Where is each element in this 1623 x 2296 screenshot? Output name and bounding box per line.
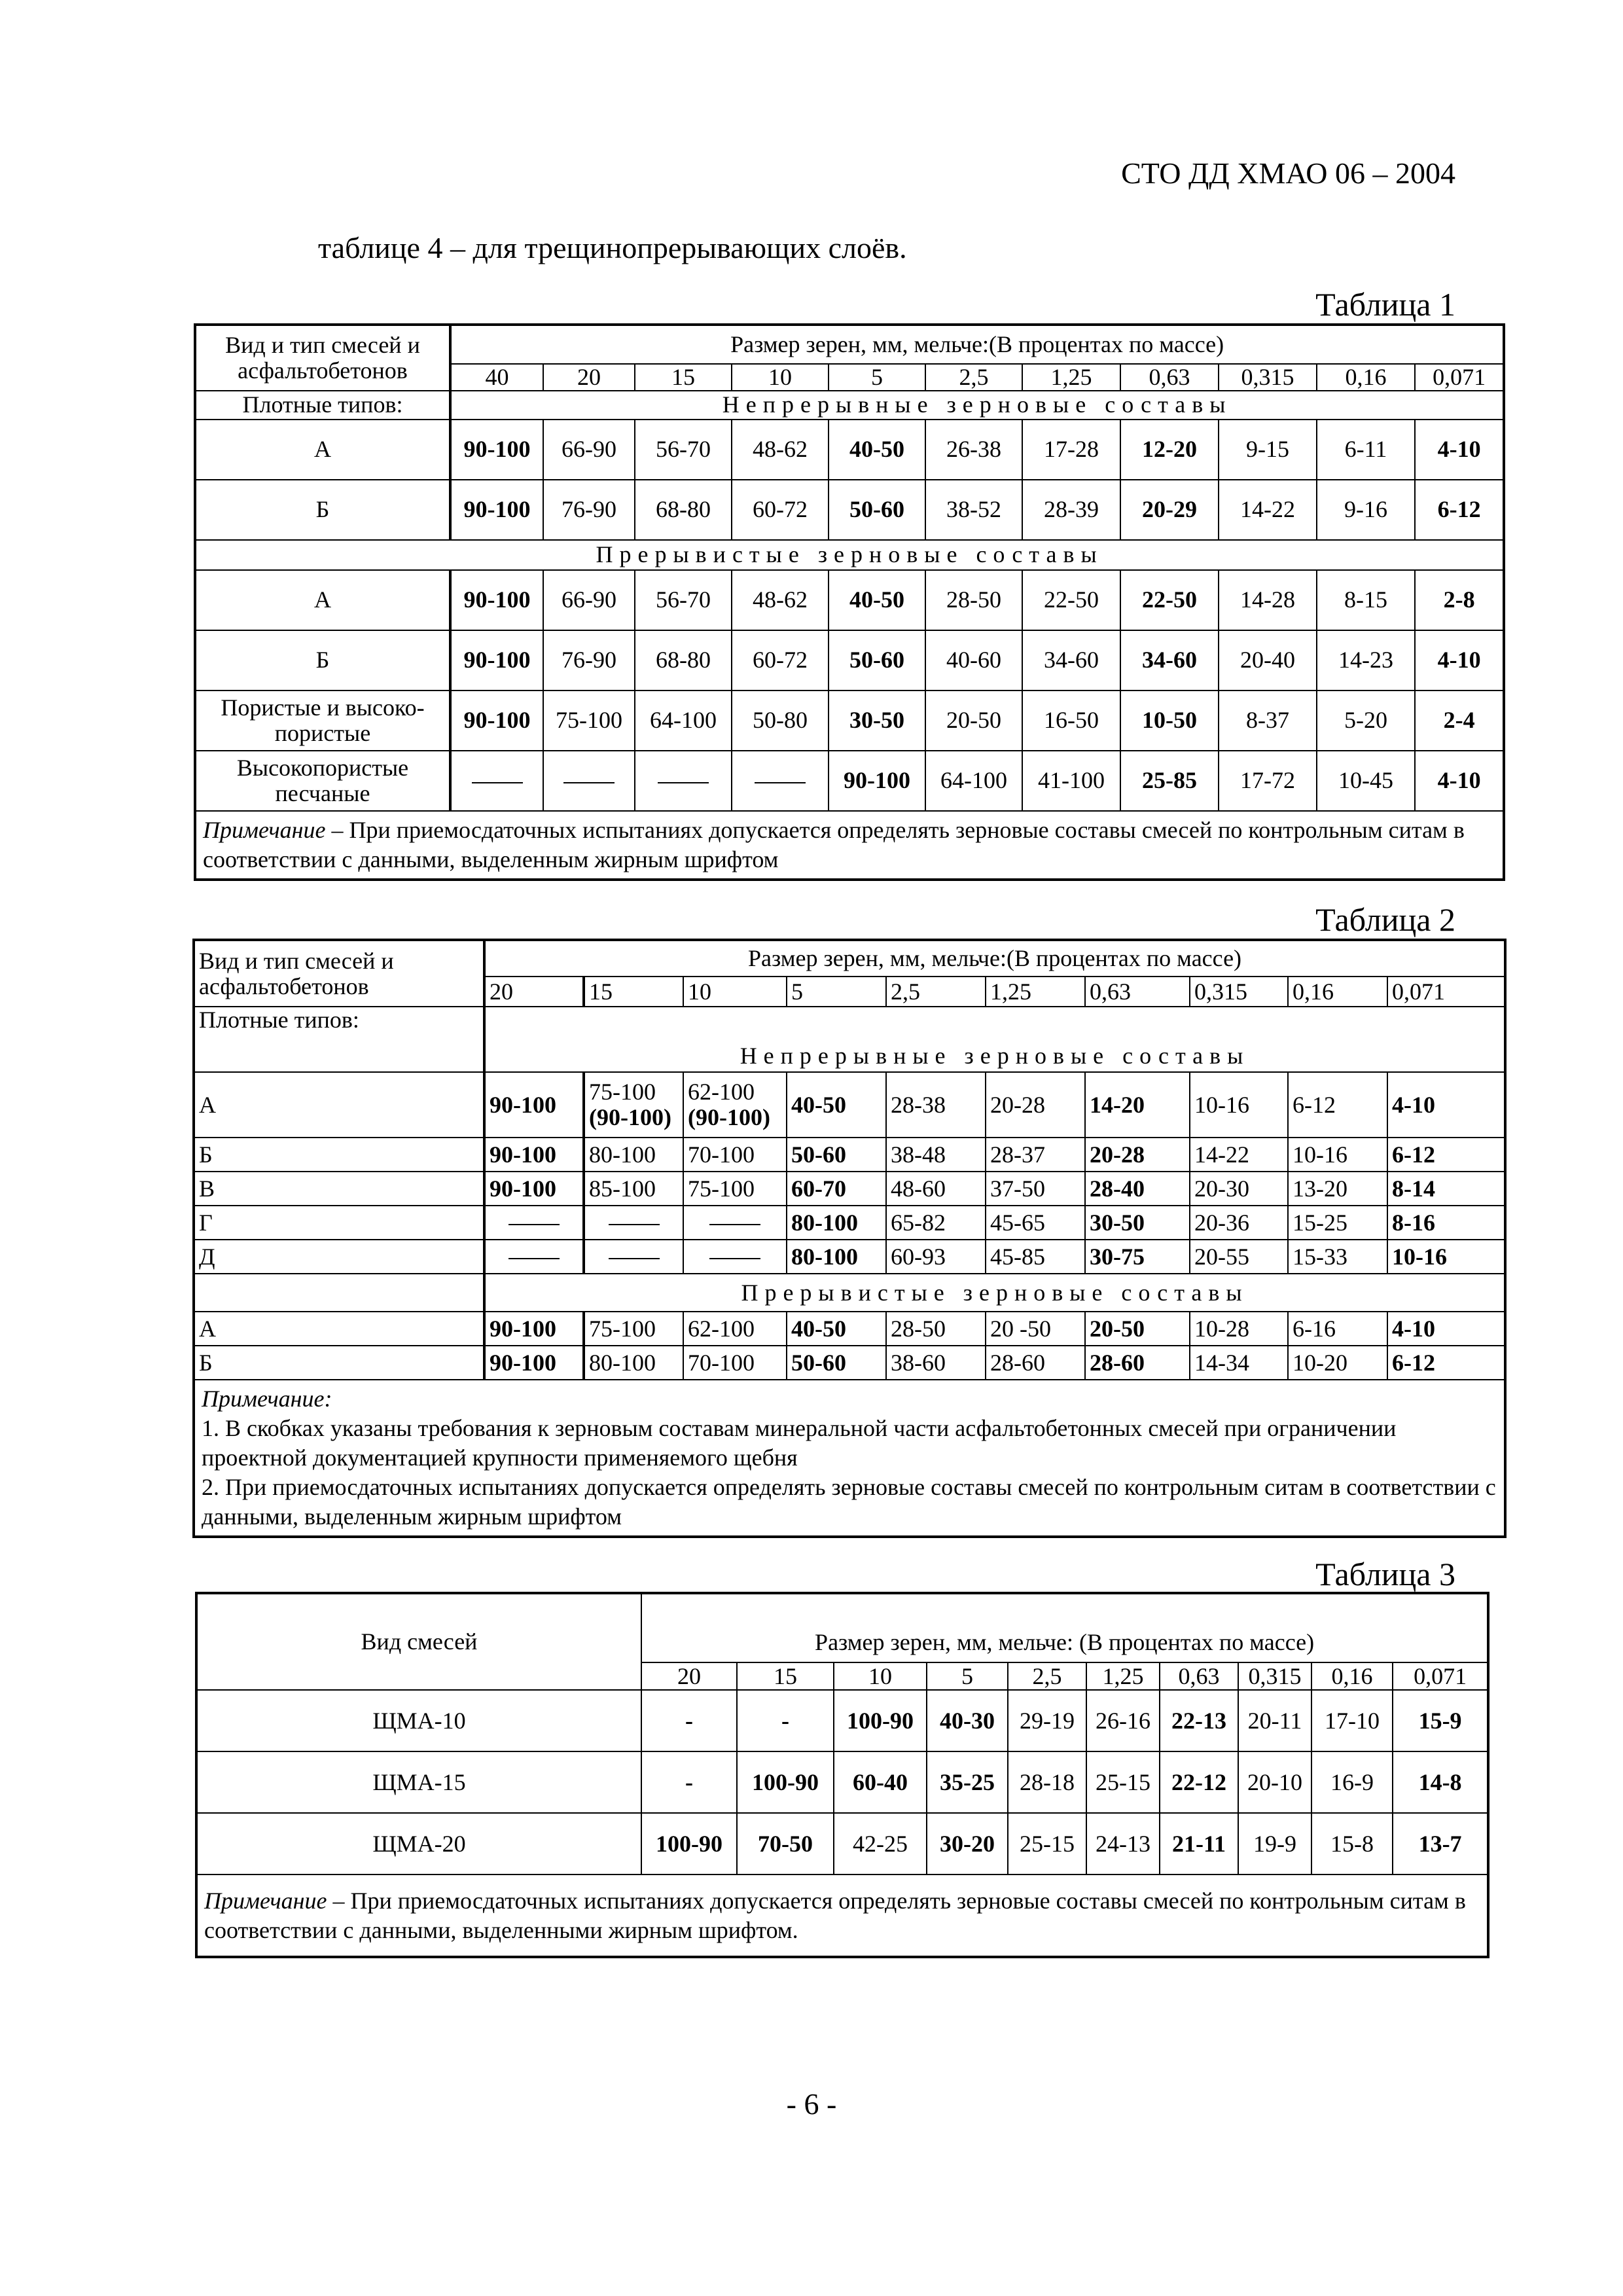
table-cell: 20-30 — [1190, 1172, 1288, 1206]
note-label: Примечание — [203, 816, 326, 843]
table-cell: 13-20 — [1288, 1172, 1387, 1206]
column-header-type: Вид смесей — [196, 1593, 641, 1690]
table-cell: 14-22 — [1190, 1138, 1288, 1172]
table-cell: 25-85 — [1120, 751, 1219, 811]
cell-value-bracket: (90-100) — [589, 1104, 671, 1130]
table-cell: 75-100 — [683, 1172, 787, 1206]
table-cell: 45-85 — [986, 1240, 1085, 1274]
table-cell: 12-20 — [1120, 420, 1219, 480]
group-title: Прерывистые зерновые составы — [195, 540, 1504, 570]
table-cell: 17-28 — [1022, 420, 1120, 480]
table-cell: 10-20 — [1288, 1346, 1387, 1380]
sieve-size: 2,5 — [925, 364, 1022, 391]
table-cell: 14-22 — [1219, 480, 1317, 540]
table-cell — [484, 1240, 584, 1274]
page-number: - 6 - — [786, 2087, 837, 2121]
table-cell: 60-72 — [732, 480, 829, 540]
dash-mark — [472, 782, 523, 783]
sieve-size: 0,63 — [1160, 1662, 1238, 1690]
sieve-size: 1,25 — [1086, 1662, 1160, 1690]
row-name: ЩМА-20 — [196, 1813, 641, 1874]
table-cell: 40-50 — [787, 1072, 886, 1138]
intro-text: таблице 4 – для трещинопрерывающих слоёв. — [318, 231, 907, 264]
table-cell: 8-16 — [1387, 1206, 1505, 1240]
note-text: – При приемосдаточных испытаниях допускается определять зерновые составы смесей по контрольным ситам в соответствии с данными, выделенными жирным шрифтом. — [204, 1887, 1466, 1943]
table-2 — [192, 939, 1507, 1538]
table-1 — [194, 323, 1505, 881]
table-cell: 40-50 — [787, 1312, 886, 1346]
table-cell: 42-25 — [834, 1813, 927, 1874]
sieve-size: 0,16 — [1317, 364, 1415, 391]
table-cell: 30-75 — [1085, 1240, 1190, 1274]
table-cell: 45-65 — [986, 1206, 1085, 1240]
dash-mark — [709, 1224, 760, 1225]
table-cell: 90-100 — [450, 630, 543, 691]
row-name: Б — [194, 1138, 484, 1172]
table-row — [195, 325, 1504, 364]
table-cell: 60-70 — [787, 1172, 886, 1206]
sieve-size: 0,16 — [1311, 1662, 1393, 1690]
sieve-size: 0,63 — [1120, 364, 1219, 391]
sieve-size: 2,5 — [886, 977, 986, 1007]
row-name: А — [194, 1312, 484, 1346]
cell-value-bracket: (90-100) — [688, 1104, 770, 1130]
table-row — [194, 1138, 1505, 1172]
table-cell: 70-100 — [683, 1346, 787, 1380]
table-cell: 15-9 — [1393, 1690, 1488, 1751]
group-label: Плотные типов: — [195, 391, 450, 420]
note-label: Примечание: — [202, 1386, 332, 1412]
table-cell: 4-10 — [1415, 420, 1504, 480]
table-cell: 76-90 — [543, 630, 635, 691]
sieve-size: 2,5 — [1008, 1662, 1086, 1690]
row-name: Б — [195, 630, 450, 691]
table-cell: 60-93 — [886, 1240, 986, 1274]
table-cell: 90-100 — [450, 570, 543, 630]
table-row — [196, 1751, 1488, 1813]
table-cell: 70-100 — [683, 1138, 787, 1172]
table-row — [194, 1172, 1505, 1206]
note-text-2: 2. При приемосдаточных испытаниях допускается определять зерновые составы смесей по контрольным ситам в соответствии с данными, выделенным жирным шрифтом — [202, 1474, 1496, 1530]
table-cell: 90-100 — [484, 1346, 584, 1380]
table-cell: 6-12 — [1415, 480, 1504, 540]
table-cell: 25-15 — [1086, 1751, 1160, 1813]
sieve-size: 0,63 — [1085, 977, 1190, 1007]
table-cell: 64-100 — [925, 751, 1022, 811]
table-cell: 20-28 — [986, 1072, 1085, 1138]
table-cell: 8-14 — [1387, 1172, 1505, 1206]
table-cell: 80-100 — [584, 1138, 683, 1172]
group-title: Непрерывные зерновые составы — [484, 1041, 1505, 1072]
column-header-size: Размер зерен, мм, мельче:(В процентах по массе) — [450, 325, 1504, 364]
table-cell: 22-50 — [1120, 570, 1219, 630]
table-note — [194, 1380, 1505, 1537]
table-cell: 9-16 — [1317, 480, 1415, 540]
table-cell: 90-100 — [484, 1138, 584, 1172]
table-cell: 34-60 — [1022, 630, 1120, 691]
table-note — [196, 1874, 1488, 1957]
table-cell: 4-10 — [1415, 630, 1504, 691]
sieve-size: 0,071 — [1393, 1662, 1488, 1690]
table-cell: 56-70 — [635, 570, 732, 630]
column-header-type: Вид и тип смесей и асфальтобетонов — [195, 325, 450, 391]
table-cell: 20-28 — [1085, 1138, 1190, 1172]
table-cell — [584, 1072, 683, 1138]
table-cell: 60-40 — [834, 1751, 927, 1813]
note-text: – При приемосдаточных испытаниях допускается определять зерновые составы смесей по контрольным ситам в соответствии с данными, выделенным жирным шрифтом — [203, 816, 1465, 872]
table-cell: 22-12 — [1160, 1751, 1238, 1813]
table-row — [195, 691, 1504, 751]
table-cell: 100-90 — [641, 1813, 737, 1874]
table-row — [194, 1240, 1505, 1274]
table-cell: 75-100 — [543, 691, 635, 751]
table-cell: 90-100 — [484, 1172, 584, 1206]
table-cell — [683, 1206, 787, 1240]
table-cell: 9-15 — [1219, 420, 1317, 480]
group-label: Плотные типов: — [194, 1007, 484, 1072]
table-cell: 50-60 — [829, 480, 925, 540]
table-cell: 4-10 — [1387, 1312, 1505, 1346]
table-cell: 40-50 — [829, 420, 925, 480]
table-cell: 28-60 — [1085, 1346, 1190, 1380]
table-cell: 90-100 — [829, 751, 925, 811]
column-header-size: Размер зерен, мм, мельче:(В процентах по массе) — [484, 940, 1505, 977]
table-cell: 50-80 — [732, 691, 829, 751]
sieve-size: 40 — [450, 364, 543, 391]
table-cell — [732, 751, 829, 811]
table-cell: 75-100 — [584, 1312, 683, 1346]
table-cell: 40-30 — [927, 1690, 1008, 1751]
column-header-type: Вид и тип смесей и асфальтобетонов — [194, 940, 484, 1007]
table-cell: 37-50 — [986, 1172, 1085, 1206]
sieve-size: 10 — [683, 977, 787, 1007]
table-cell: 68-80 — [635, 630, 732, 691]
table-cell: 2-4 — [1415, 691, 1504, 751]
table-cell: 90-100 — [450, 691, 543, 751]
table-row — [194, 1346, 1505, 1380]
table-cell: 26-16 — [1086, 1690, 1160, 1751]
row-name: ЩМА-15 — [196, 1751, 641, 1813]
table-cell: 10-16 — [1190, 1072, 1288, 1138]
table-cell: 40-50 — [829, 570, 925, 630]
table-cell: 6-16 — [1288, 1312, 1387, 1346]
sieve-size: 15 — [635, 364, 732, 391]
table-cell: 30-20 — [927, 1813, 1008, 1874]
sieve-size: 10 — [834, 1662, 927, 1690]
table-cell: 24-13 — [1086, 1813, 1160, 1874]
table-cell: 2-8 — [1415, 570, 1504, 630]
table-cell: 50-60 — [787, 1138, 886, 1172]
sieve-size: 5 — [787, 977, 886, 1007]
table-cell: 48-60 — [886, 1172, 986, 1206]
table-cell: 20-10 — [1238, 1751, 1311, 1813]
dash-mark — [609, 1258, 660, 1259]
table-row — [195, 570, 1504, 630]
table-cell: 100-90 — [834, 1690, 927, 1751]
table-cell: 22-50 — [1022, 570, 1120, 630]
cell-value: 62-100 — [688, 1079, 755, 1105]
column-header-size: Размер зерен, мм, мельче: (В процентах по массе) — [641, 1593, 1488, 1662]
table-cell — [543, 751, 635, 811]
sieve-size: 20 — [641, 1662, 737, 1690]
note-label: Примечание — [204, 1887, 327, 1914]
table-cell: 16-9 — [1311, 1751, 1393, 1813]
table-cell: 14-23 — [1317, 630, 1415, 691]
table-row — [195, 420, 1504, 480]
table-cell: 10-16 — [1288, 1138, 1387, 1172]
table-cell: 28-37 — [986, 1138, 1085, 1172]
table3-caption: Таблица 3 — [1315, 1556, 1455, 1592]
table-cell: 10-28 — [1190, 1312, 1288, 1346]
table-cell — [683, 1240, 787, 1274]
sieve-size: 20 — [484, 977, 584, 1007]
table-cell: 17-72 — [1219, 751, 1317, 811]
table-cell — [584, 1240, 683, 1274]
sieve-size: 0,315 — [1190, 977, 1288, 1007]
table-row — [194, 1206, 1505, 1240]
sieve-size: 0,315 — [1238, 1662, 1311, 1690]
table-cell: 76-90 — [543, 480, 635, 540]
table-cell: - — [641, 1690, 737, 1751]
table-cell: 14-34 — [1190, 1346, 1288, 1380]
row-name: А — [194, 1072, 484, 1138]
table-cell: 29-19 — [1008, 1690, 1086, 1751]
table-cell: 85-100 — [584, 1172, 683, 1206]
sieve-size: 0,071 — [1387, 977, 1505, 1007]
table-row — [194, 1274, 1505, 1312]
table-row — [194, 1007, 1505, 1041]
table-cell: 14-28 — [1219, 570, 1317, 630]
table-cell: 30-50 — [1085, 1206, 1190, 1240]
table-cell: 30-50 — [829, 691, 925, 751]
table-cell: 68-80 — [635, 480, 732, 540]
table-cell: 28-50 — [925, 570, 1022, 630]
dash-mark — [508, 1258, 560, 1259]
table-cell: 6-11 — [1317, 420, 1415, 480]
table-cell: 20-40 — [1219, 630, 1317, 691]
table-row — [195, 480, 1504, 540]
dash-mark — [709, 1258, 760, 1259]
table1-caption: Таблица 1 — [1315, 286, 1455, 323]
table-cell: 80-100 — [584, 1346, 683, 1380]
table-note — [195, 811, 1504, 880]
group-title: Непрерывные зерновые составы — [450, 391, 1504, 420]
dash-mark — [609, 1224, 660, 1225]
row-name: Г — [194, 1206, 484, 1240]
group-title: Прерывистые зерновые составы — [484, 1274, 1505, 1312]
row-name: А — [195, 420, 450, 480]
sieve-size: 15 — [737, 1662, 834, 1690]
table-cell: 6-12 — [1387, 1346, 1505, 1380]
table-cell: 41-100 — [1022, 751, 1120, 811]
table-cell: 90-100 — [450, 420, 543, 480]
dash-mark — [563, 782, 615, 783]
row-name: Д — [194, 1240, 484, 1274]
row-name: Пористые и высоко-пористые — [195, 691, 450, 751]
dash-mark — [658, 782, 709, 783]
table-3 — [195, 1592, 1489, 1958]
table-cell: 90-100 — [484, 1072, 584, 1138]
table-cell: 28-40 — [1085, 1172, 1190, 1206]
table-row — [194, 1312, 1505, 1346]
table-cell: 80-100 — [787, 1240, 886, 1274]
table-cell: 28-38 — [886, 1072, 986, 1138]
table-cell: 66-90 — [543, 570, 635, 630]
table-cell: 70-50 — [737, 1813, 834, 1874]
table-row — [196, 1593, 1488, 1662]
table-cell: 48-62 — [732, 420, 829, 480]
table-cell: 20-50 — [925, 691, 1022, 751]
table-cell: 8-15 — [1317, 570, 1415, 630]
table-cell: 66-90 — [543, 420, 635, 480]
sieve-size: 5 — [829, 364, 925, 391]
table-cell: 26-38 — [925, 420, 1022, 480]
table-cell: 20 -50 — [986, 1312, 1085, 1346]
table-cell: 62-100 — [683, 1312, 787, 1346]
table-cell: 50-60 — [787, 1346, 886, 1380]
table-cell: 22-13 — [1160, 1690, 1238, 1751]
table-row — [196, 1690, 1488, 1751]
table-cell: 19-9 — [1238, 1813, 1311, 1874]
table-row — [195, 630, 1504, 691]
table-row — [195, 751, 1504, 811]
table-cell: 20-55 — [1190, 1240, 1288, 1274]
table2-caption: Таблица 2 — [1315, 901, 1455, 938]
table-cell: 8-37 — [1219, 691, 1317, 751]
table-cell: 15-8 — [1311, 1813, 1393, 1874]
table-cell: 4-10 — [1415, 751, 1504, 811]
document-header: СТО ДД ХМАО 06 – 2004 — [1121, 156, 1455, 190]
table-row — [194, 1072, 1505, 1138]
table-cell — [683, 1072, 787, 1138]
table-cell: 6-12 — [1288, 1072, 1387, 1138]
table-cell: 48-62 — [732, 570, 829, 630]
sieve-size: 10 — [732, 364, 829, 391]
row-name: Б — [195, 480, 450, 540]
table-cell: 50-60 — [829, 630, 925, 691]
table-cell: 38-60 — [886, 1346, 986, 1380]
table-cell: - — [641, 1751, 737, 1813]
table-cell: 60-72 — [732, 630, 829, 691]
row-name: В — [194, 1172, 484, 1206]
table-cell: 5-20 — [1317, 691, 1415, 751]
table-cell: 80-100 — [787, 1206, 886, 1240]
table-cell: 21-11 — [1160, 1813, 1238, 1874]
table-cell: 13-7 — [1393, 1813, 1488, 1874]
sieve-size: 20 — [543, 364, 635, 391]
sieve-size: 1,25 — [986, 977, 1085, 1007]
table-row — [195, 811, 1504, 880]
row-name: А — [195, 570, 450, 630]
table-cell: - — [737, 1690, 834, 1751]
table-cell — [484, 1206, 584, 1240]
table-cell: 28-60 — [986, 1346, 1085, 1380]
table-cell: 15-33 — [1288, 1240, 1387, 1274]
sieve-size: 15 — [584, 977, 683, 1007]
table-cell: 35-25 — [927, 1751, 1008, 1813]
table-row — [194, 940, 1505, 977]
dash-mark — [508, 1224, 560, 1225]
table-cell: 15-25 — [1288, 1206, 1387, 1240]
table-row — [194, 1380, 1505, 1537]
table-cell: 28-39 — [1022, 480, 1120, 540]
table-cell: 28-50 — [886, 1312, 986, 1346]
table-cell: 14-20 — [1085, 1072, 1190, 1138]
table-cell: 28-18 — [1008, 1751, 1086, 1813]
table-cell — [450, 751, 543, 811]
table-cell: 65-82 — [886, 1206, 986, 1240]
table-cell: 20-36 — [1190, 1206, 1288, 1240]
table-cell: 4-10 — [1387, 1072, 1505, 1138]
table-row — [196, 1813, 1488, 1874]
table-cell — [584, 1206, 683, 1240]
row-name: ЩМА-10 — [196, 1690, 641, 1751]
note-text-1: 1. В скобках указаны требования к зерновым составам минеральной части асфальтобетонных смесей при ограничении проектной документацией крупности применяемого щебня — [202, 1415, 1397, 1471]
table-cell: 17-10 — [1311, 1690, 1393, 1751]
table-cell: 10-50 — [1120, 691, 1219, 751]
row-name: Б — [194, 1346, 484, 1380]
table-cell: 20-50 — [1085, 1312, 1190, 1346]
row-name: Высокопористые песчаные — [195, 751, 450, 811]
table-cell: 40-60 — [925, 630, 1022, 691]
sieve-size: 5 — [927, 1662, 1008, 1690]
sieve-size: 0,16 — [1288, 977, 1387, 1007]
sieve-size: 1,25 — [1022, 364, 1120, 391]
table-cell: 34-60 — [1120, 630, 1219, 691]
table-row — [196, 1874, 1488, 1957]
dash-mark — [755, 782, 806, 783]
table-cell: 20-11 — [1238, 1690, 1311, 1751]
table-cell: 10-45 — [1317, 751, 1415, 811]
table-cell: 38-52 — [925, 480, 1022, 540]
sieve-size: 0,315 — [1219, 364, 1317, 391]
table-cell: 16-50 — [1022, 691, 1120, 751]
table-cell: 14-8 — [1393, 1751, 1488, 1813]
table-cell: 90-100 — [450, 480, 543, 540]
cell-value: 75-100 — [589, 1079, 656, 1105]
table-cell — [635, 751, 732, 811]
table-cell: 25-15 — [1008, 1813, 1086, 1874]
table-cell: 6-12 — [1387, 1138, 1505, 1172]
table-row — [195, 540, 1504, 570]
table-cell: 56-70 — [635, 420, 732, 480]
table-cell: 10-16 — [1387, 1240, 1505, 1274]
table-row — [195, 391, 1504, 420]
table-cell: 20-29 — [1120, 480, 1219, 540]
table-cell: 38-48 — [886, 1138, 986, 1172]
table-cell: 64-100 — [635, 691, 732, 751]
table-cell: 90-100 — [484, 1312, 584, 1346]
sieve-size: 0,071 — [1415, 364, 1504, 391]
table-cell: 100-90 — [737, 1751, 834, 1813]
